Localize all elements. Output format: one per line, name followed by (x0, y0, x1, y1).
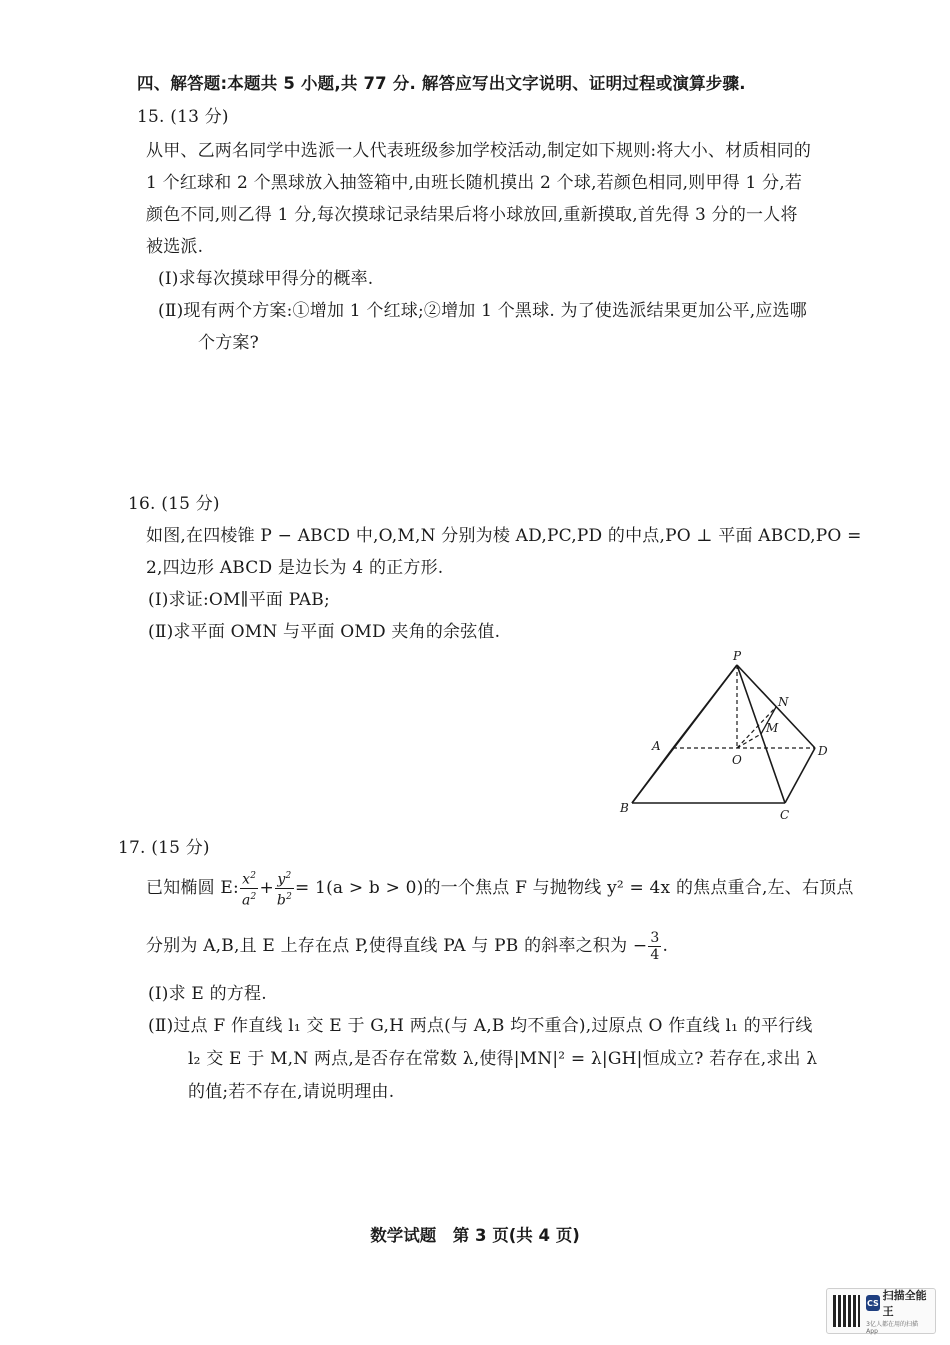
label-P: P (733, 649, 742, 663)
q17-line-1-prefix: 已知椭圆 E: (146, 878, 239, 898)
plus-sign: + (259, 878, 274, 898)
q17-line-2-suffix: . (662, 936, 669, 956)
q15-line-2: 1 个红球和 2 个黑球放入抽签箱中,由班长随机摸出 2 个球,若颜色相同,则甲得 1 分,若 (146, 173, 803, 193)
edge-PA (673, 665, 737, 748)
label-O: O (732, 753, 742, 767)
q17-part-2-line-1: (Ⅱ)过点 F 作直线 l₁ 交 E 于 G,H 两点(与 A,B 均不重合),过原点 O 作直线 l₁ 的平行线 (148, 1016, 813, 1036)
exp-2: 2 (250, 870, 257, 881)
watermark-text (866, 1287, 929, 1335)
q17-part-1: (Ⅰ)求 E 的方程. (148, 984, 267, 1004)
exp-2: 2 (286, 891, 292, 902)
q15-part-1: (Ⅰ)求每次摸球甲得分的概率. (158, 269, 374, 289)
edge-AB (632, 748, 673, 803)
pyramid-figure (610, 645, 830, 825)
exp-2: 2 (285, 870, 292, 881)
frac-y-num: y (277, 871, 286, 888)
label-A: A (652, 739, 661, 753)
q17-line-2-prefix: 分别为 A,B,且 E 上存在点 P,使得直线 PA 与 PB 的斜率之积为 − (146, 936, 648, 956)
q16-line-1: 如图,在四棱锥 P − ABCD 中,O,M,N 分别为棱 AD,PC,PD 的中点,PO ⊥ 平面 ABCD,PO = (146, 526, 862, 546)
frac-4: 4 (650, 946, 660, 963)
exp-2: 2 (250, 891, 257, 902)
label-M: M (766, 721, 779, 735)
q15-line-4: 被选派. (146, 237, 204, 257)
section-title: 四、解答题:本题共 5 小题,共 77 分. 解答应写出文字说明、证明过程或演算步骤. (137, 74, 746, 93)
q16-part-2: (Ⅱ)求平面 OMN 与平面 OMD 夹角的余弦值. (148, 622, 501, 642)
frac-3: 3 (650, 929, 660, 946)
q15-line-3: 颜色不同,则乙得 1 分,每次摸球记录结果后将小球放回,重新摸取,首先得 3 分的一人将 (146, 205, 798, 225)
frac-x-den: a (241, 892, 251, 909)
q16-part-1: (Ⅰ)求证:OM∥平面 PAB; (148, 590, 330, 610)
q16-number: 16. (15 分) (128, 494, 220, 514)
watermark-name: 扫描全能王 (882, 1289, 927, 1318)
fraction-y2-b2 (275, 868, 294, 908)
page-footer: 数学试题 第 3 页(共 4 页) (370, 1226, 580, 1245)
q17-part-2-line-3: 的值;若不存在,请说明理由. (188, 1082, 395, 1102)
scanner-watermark (826, 1288, 936, 1334)
q17-number: 17. (15 分) (118, 838, 210, 858)
fraction-3-4 (648, 930, 661, 963)
frac-x-num: x (242, 871, 251, 888)
watermark-subtitle: 3亿人都在用的扫描App (866, 1321, 918, 1335)
label-N: N (778, 695, 789, 709)
q17-line-1-suffix: = 1(a > b > 0)的一个焦点 F 与抛物线 y² = 4x 的焦点重合,左、右顶点 (295, 878, 854, 898)
edge-CD (785, 748, 815, 803)
cs-logo-icon: CS (866, 1295, 879, 1311)
fraction-x2-a2 (240, 868, 258, 908)
frac-y-den: b (276, 892, 287, 909)
q17-part-2-line-2: l₂ 交 E 于 M,N 两点,是否存在常数 λ,使得|MN|² = λ|GH|恒成立? 若存在,求出 λ (188, 1049, 818, 1069)
q15-part-2-line-2: 个方案? (198, 333, 259, 353)
q15-line-1: 从甲、乙两名同学中选派一人代表班级参加学校活动,制定如下规则:将大小、材质相同的 (146, 141, 812, 161)
q15-number: 15. (13 分) (137, 107, 229, 127)
label-C: C (780, 808, 790, 822)
qr-code-icon (833, 1295, 860, 1327)
label-B: B (620, 801, 629, 815)
q17-line-2 (146, 926, 668, 966)
label-D: D (818, 744, 828, 758)
q15-part-2-line-1: (Ⅱ)现有两个方案:①增加 1 个红球;②增加 1 个黑球. 为了使选派结果更加公平,应选哪 (158, 301, 807, 321)
q16-line-2: 2,四边形 ABCD 是边长为 4 的正方形. (146, 558, 444, 578)
q17-line-1 (146, 868, 854, 908)
